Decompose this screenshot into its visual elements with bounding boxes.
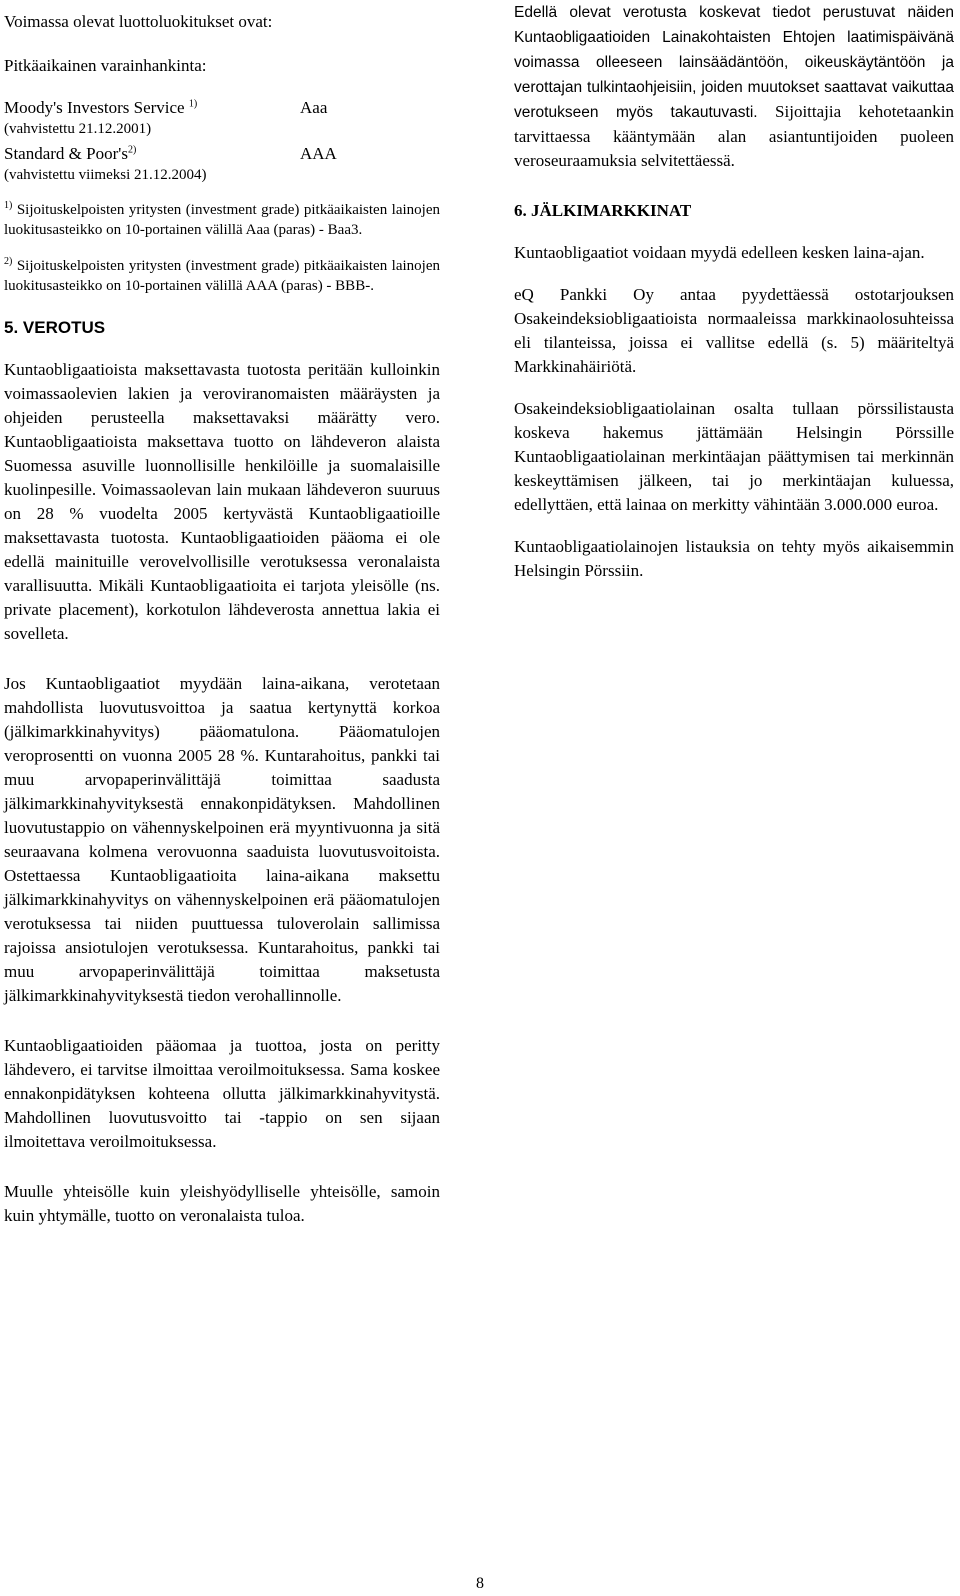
market-paragraph-3: Osakeindeksiobligaatiolainan osalta tullaan pörssilistausta koskeva hakemus jättämään Helsingin Pörssille Kuntaobligaatiolainan merkintäajan päättymisen tai merkinnän keskeyttämisen jälkeen, tai jo merkintäajan kuluessa, edellyttäen, että lainaa on merkitty vähintään 3.000.000 euroa. (514, 399, 954, 514)
footnote-2 (4, 256, 440, 296)
footnote-text: Sijoituskelpoisten yritysten (investment grade) pitkäaikaisten lainojen luokitusasteikko on 10-portainen välillä Aaa (paras) - Baa3. (4, 202, 440, 238)
rating-agency: Moody's Investors Service (4, 98, 185, 117)
left-column (4, 10, 440, 1228)
tax-disclaimer-paragraph (514, 0, 954, 173)
tax-paragraph-1: Kuntaobligaatioista maksettavasta tuotosta peritään kulloinkin voimassaolevien lakien ja veroviranomaisten määräysten ja ohjeiden perusteella maksettavaksi määrätty vero. Kuntaobligaatioista maksettava tuotto on lähdeveron alaista Suomessa asuville luonnollisille henkilöille ja suomalaisille kuolinpesille. Voimassaolevan lain mukaan lähdeveron suuruus on 28 % vuodelta 2005 kertyvästä Kuntaobligaatioille maksettavasta tuotosta. Kuntaobligaatioiden pääoma ei ole edellä mainituille verovelvollisille verotuksessa veronalaista varallisuutta. Mikäli Kuntaobligaatioita ei tarjota yleisölle (ns. private placement), korkotulon lähdeverosta annettua lakia ei sovelleta. (4, 360, 440, 643)
rating-grade: AAA (300, 144, 337, 163)
section-heading-jalkimarkkinat: 6. JÄLKIMARKKINAT (514, 201, 692, 220)
rating-row-sp (4, 142, 440, 166)
ratings-intro: Voimassa olevat luottoluokitukset ovat: (4, 12, 273, 31)
tax-paragraph-4: Muulle yhteisölle kuin yleishyödylliselle yhteisölle, samoin kuin yhtymälle, tuotto on veronalaista tuloa. (4, 1182, 440, 1225)
page-number: 8 (476, 1575, 484, 1592)
rating-date: (vahvistettu viimeksi 21.12.2004) (4, 167, 207, 183)
rating-grade: Aaa (300, 98, 328, 117)
footnote-marker: 2) (4, 256, 13, 267)
tax-advice-text: Sijoittajia kehotetaankin tarvittaessa kääntymään alan asiantuntijoiden puoleen veroseuraamuksia selvitettäessä. (514, 102, 954, 170)
market-paragraph-2: eQ Pankki Oy antaa pyydettäessä ostotarjouksen Osakeindeksiobligaatioista normaaleissa markkinaolosuhteissa eli tilanteissa, joissa ei vallitse edellä (s. 5) määriteltyä Markkinahäiriötä. (514, 285, 954, 376)
rating-row-moodys (4, 96, 440, 120)
ratings-subheading: Pitkäaikainen varainhankinta: (4, 56, 207, 75)
market-paragraph-1: Kuntaobligaatiot voidaan myydä edelleen kesken laina-ajan. (514, 243, 925, 262)
footnote-marker: 1) (4, 200, 13, 211)
footnote-text: Sijoituskelpoisten yritysten (investment grade) pitkäaikaisten lainojen luokitusasteikko on 10-portainen välillä AAA (paras) - BBB-. (4, 258, 440, 294)
tax-paragraph-3: Kuntaobligaatioiden pääomaa ja tuottoa, josta on peritty lähdevero, ei tarvitse ilmoittaa veroilmoituksessa. Sama koskee ennakonpidätyksen kohteena ollutta jälkimarkkinahyvitystä. Mahdollinen luovutusvoitto tai -tappio on sen sijaan ilmoitettava veroilmoituksessa. (4, 1036, 440, 1151)
right-column (514, 0, 954, 583)
footnote-1 (4, 200, 440, 240)
footnote-marker: 2) (127, 144, 137, 156)
market-paragraph-4: Kuntaobligaatiolainojen listauksia on tehty myös aikaisemmin Helsingin Pörssiin. (514, 537, 954, 580)
rating-agency: Standard & Poor's (4, 144, 128, 163)
tax-disclaimer-text: Edellä olevat verotusta koskevat tiedot perustuvat näiden Kuntaobligaatioiden Lainakohtaisten Ehtojen laatimispäivänä voimassa olleeseen lainsäädäntöön, oikeuskäytäntöön ja verottajan tulkintaohjeisiin, joiden muutokset saattavat vaikuttaa verotukseen myös takautuvasti. (514, 4, 954, 121)
tax-paragraph-2: Jos Kuntaobligaatiot myydään laina-aikana, verotetaan mahdollista luovutusvoittoa ja saatua kertynyttä korkoa (jälkimarkkinahyvitys) pääomatulona. Pääomatulojen veroprosentti on vuonna 2005 28 %. Kuntarahoitus, pankki tai muu arvopaperinvälittäjä toimittaa saadusta jälkimarkkinahyvityksestä ennakonpidätyksen. Mahdollinen luovutustappio on vähennyskelpoinen erä myyntivuonna ja sitä seuraavana kolmena verovuonna saaduista luovutusvoitoista. Ostettaessa Kuntaobligaatioita laina-aikana maksettu jälkimarkkinahyvitys on vähennyskelpoinen erä pääomatulojen verotuksessa tai niiden puuttuessa tuloverolain sallimissa rajoissa ansiotulojen verotuksessa. Kuntarahoitus, pankki tai muu arvopaperinvälittäjä toimittaa maksetusta jälkimarkkinahyvityksestä tiedon verohallinnolle. (4, 674, 440, 1005)
section-heading-verotus: 5. VEROTUS (4, 318, 106, 337)
rating-date: (vahvistettu 21.12.2001) (4, 121, 152, 137)
footnote-marker: 1) (188, 98, 198, 110)
